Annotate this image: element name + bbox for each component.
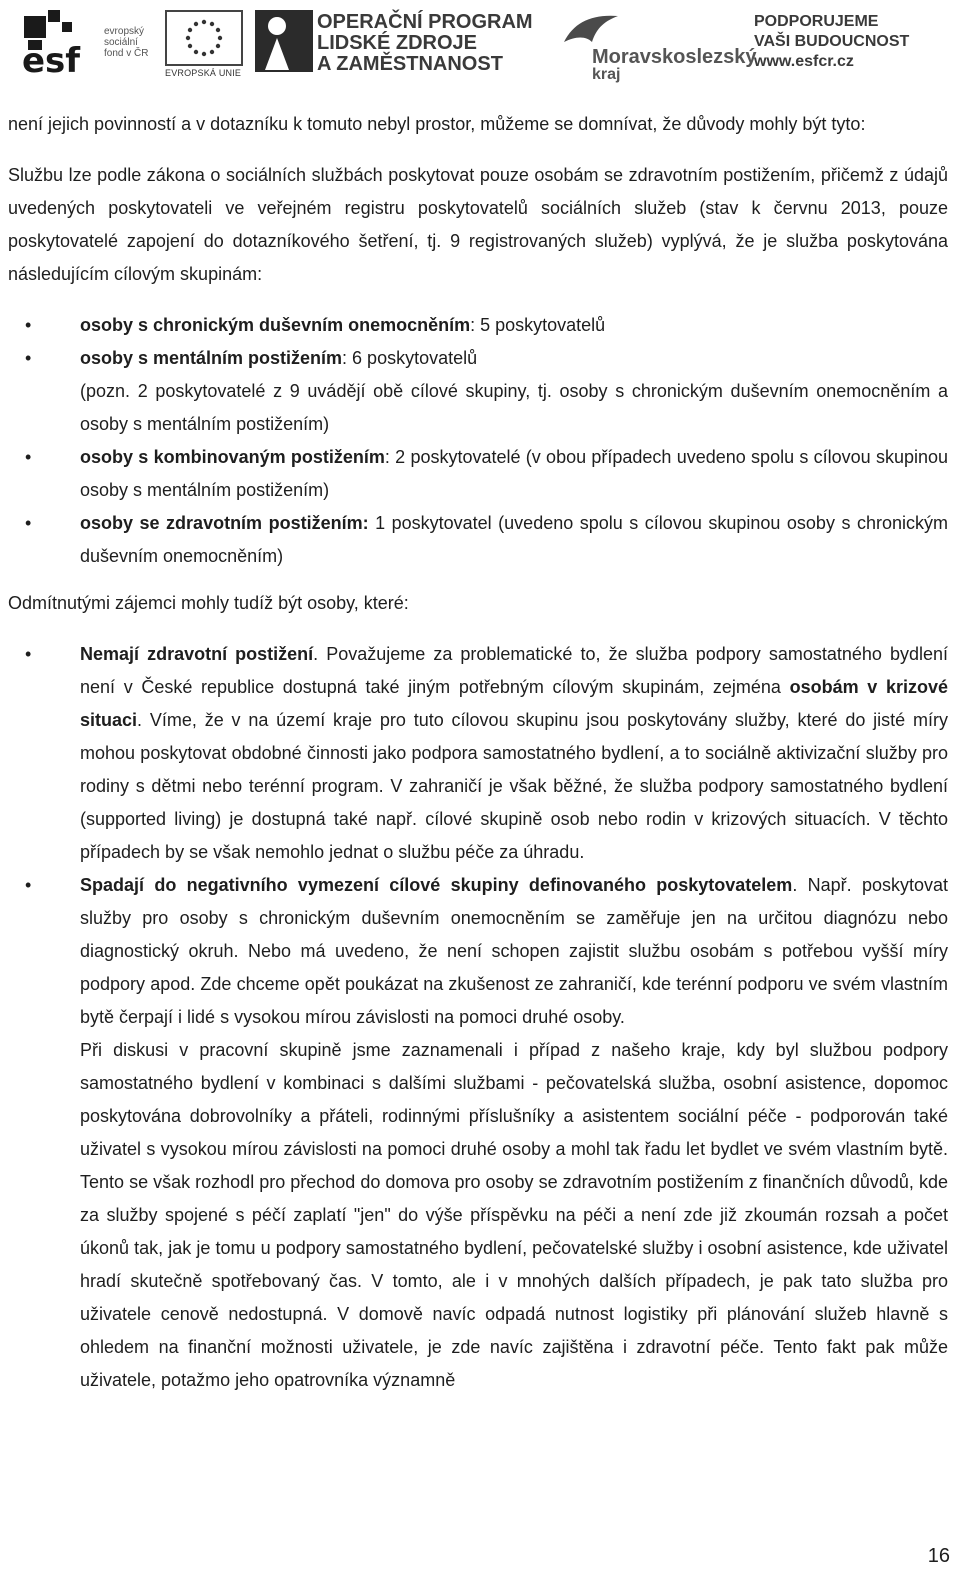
slogan: PODPORUJEME VAŠI BUDOUCNOST www.esfcr.cz (754, 13, 910, 70)
list-item: • osoby s kombinovaným postižením: 2 poskytovatelé (v obou případech uvedeno spolu s cílovou skupinou osoby s mentálním postižením) (8, 441, 948, 507)
target-group-list (8, 309, 948, 573)
region-logo (548, 10, 757, 83)
paragraph-rejected: Odmítnutými zájemci mohly tudíž být osoby, které: (8, 593, 409, 613)
paragraph-case: Při diskusi v pracovní skupině jsme zaznamenali i případ z našeho kraje, kdy byl službou podpory samostatného bydlení v kombinaci s dalšími službami - pečovatelská služba, osobní asistence, dopomoc poskytována dobrovolníky a přáteli, rodinnými příslušníky a asistentem sociální péče - podporován také uživatel s vysokou mírou závislosti na pomoci druhé osoby a mohl tak řadu let bydlet ve svém vlastním bytě. Tento se však rozhodl pro přechod do domova pro osoby se zdravotním postižením z finančních důvodů, kde za služby spojené s péčí zaplatí "jen" do výše příspěvku na péči a není zde již zkoumán rozsah a počet úkonů tak, jak je tomu u podpory samostatného bydlení, pečovatelské služby i osobní asistence, kde uživatel hradí skutečně spotřebovaný čas. V tomto, ale i v mnohých dalších případech, je pak tato služba pro uživatele cenově nedostupná. V domově navíc odpadá nutnost logistiky při plánování služeb hlavně s ohledem na finanční možnosti uživatele, je zde navíc zajištěna i zdravotní péče. Tento fakt pak může uživatele, potažmo jeho opatrovníka významně (80, 1040, 948, 1390)
eu-logo (165, 10, 247, 78)
list-item: • osoby s chronickým duševním onemocněním: 5 poskytovatelů (8, 309, 948, 342)
list-note: (pozn. 2 poskytovatelé z 9 uvádějí obě cílové skupiny, tj. osoby s chronickým duševním onemocněním a osoby s mentálním postižením) (80, 381, 948, 434)
document-body (8, 108, 948, 1397)
reasons-list (8, 638, 948, 1034)
bullet-icon: • (25, 875, 32, 895)
page-header (0, 0, 960, 90)
esf-wordmark: esf (22, 41, 81, 74)
region-name: Moravskoslezský (592, 46, 757, 68)
bullet-icon: • (25, 315, 32, 335)
paragraph-intro: není jejich povinností a v dotazníku k tomuto nebyl prostor, můžeme se domnívat, že důvody mohly být tyto: (8, 114, 866, 134)
list-item: • osoby se zdravotním postižením: 1 poskytovatel (uvedeno spolu s cílovou skupinou osoby s chronickým duševním onemocněním) (8, 507, 948, 573)
esf-mark-icon (22, 8, 114, 74)
eu-caption: EVROPSKÁ UNIE (165, 68, 242, 78)
bullet-icon: • (25, 447, 32, 467)
bullet-icon: • (25, 513, 32, 533)
eu-flag-icon (165, 10, 243, 66)
bullet-icon: • (25, 348, 32, 368)
bullet-icon: • (25, 644, 32, 664)
list-item: • Nemají zdravotní postižení. Považujeme za problematické to, že služba podpory samostatného bydlení není v České republice dostupná také jiným potřebným cílovým skupinám, zejména osobám v krizové situaci. Víme, že v na území kraje pro tuto cílovou skupinu jsou poskytovány služby, které do jisté míry mohou poskytovat obdobné činnosti jako podpora samostatného bydlení, a to sociálně aktivizační služby pro rodiny s dětmi nebo terénní program. V zahraničí je však běžné, že služba podpory samostatného bydlení (supported living) je dostupná také např. cílové skupině osob nebo rodin v krizových situacích. V těchto případech by se však nemohlo jednat o službu péče za úhradu. (8, 638, 948, 869)
op-title: OPERAČNÍ PROGRAM LIDSKÉ ZDROJE A ZAMĚSTNANOST (317, 11, 533, 75)
esf-caption: evropský sociální fond v ČR (104, 26, 149, 59)
page-number: 16 (927, 1545, 950, 1567)
list-item: • osoby s mentálním postižením: 6 poskytovatelů (8, 342, 948, 375)
region-suffix: kraj (592, 66, 621, 83)
paragraph-legal: Službu lze podle zákona o sociálních službách poskytovat pouze osobám se zdravotním postižením, přičemž z údajů uvedených poskytovateli ve veřejném registru poskytovatelů sociálních služeb (stav k červnu 2013, pouze poskytovatelé zapojení do dotazníkového šetření, tj. 9 registrovaných služeb) vyplývá, že je služba poskytována následujícím cílovým skupinám: (8, 165, 948, 284)
op-figure-icon (255, 10, 313, 72)
list-item: • Spadají do negativního vymezení cílové skupiny definovaného poskytovatelem. Např. poskytovat služby pro osoby s chronickým duševním onemocněním se zaměřuje jen na určitou diagnózu nebo diagnostický okruh. Nebo má uvedeno, že není schopen zajistit službu osobám s potřebou vyšší míry podpory apod. Zde chceme opět poukázat na zkušenost ze zahraničí, kde terénní podporu ve svém vlastním bytě čerpají i lidé s vysokou mírou závislosti na pomoci druhé osoby. (8, 869, 948, 1034)
